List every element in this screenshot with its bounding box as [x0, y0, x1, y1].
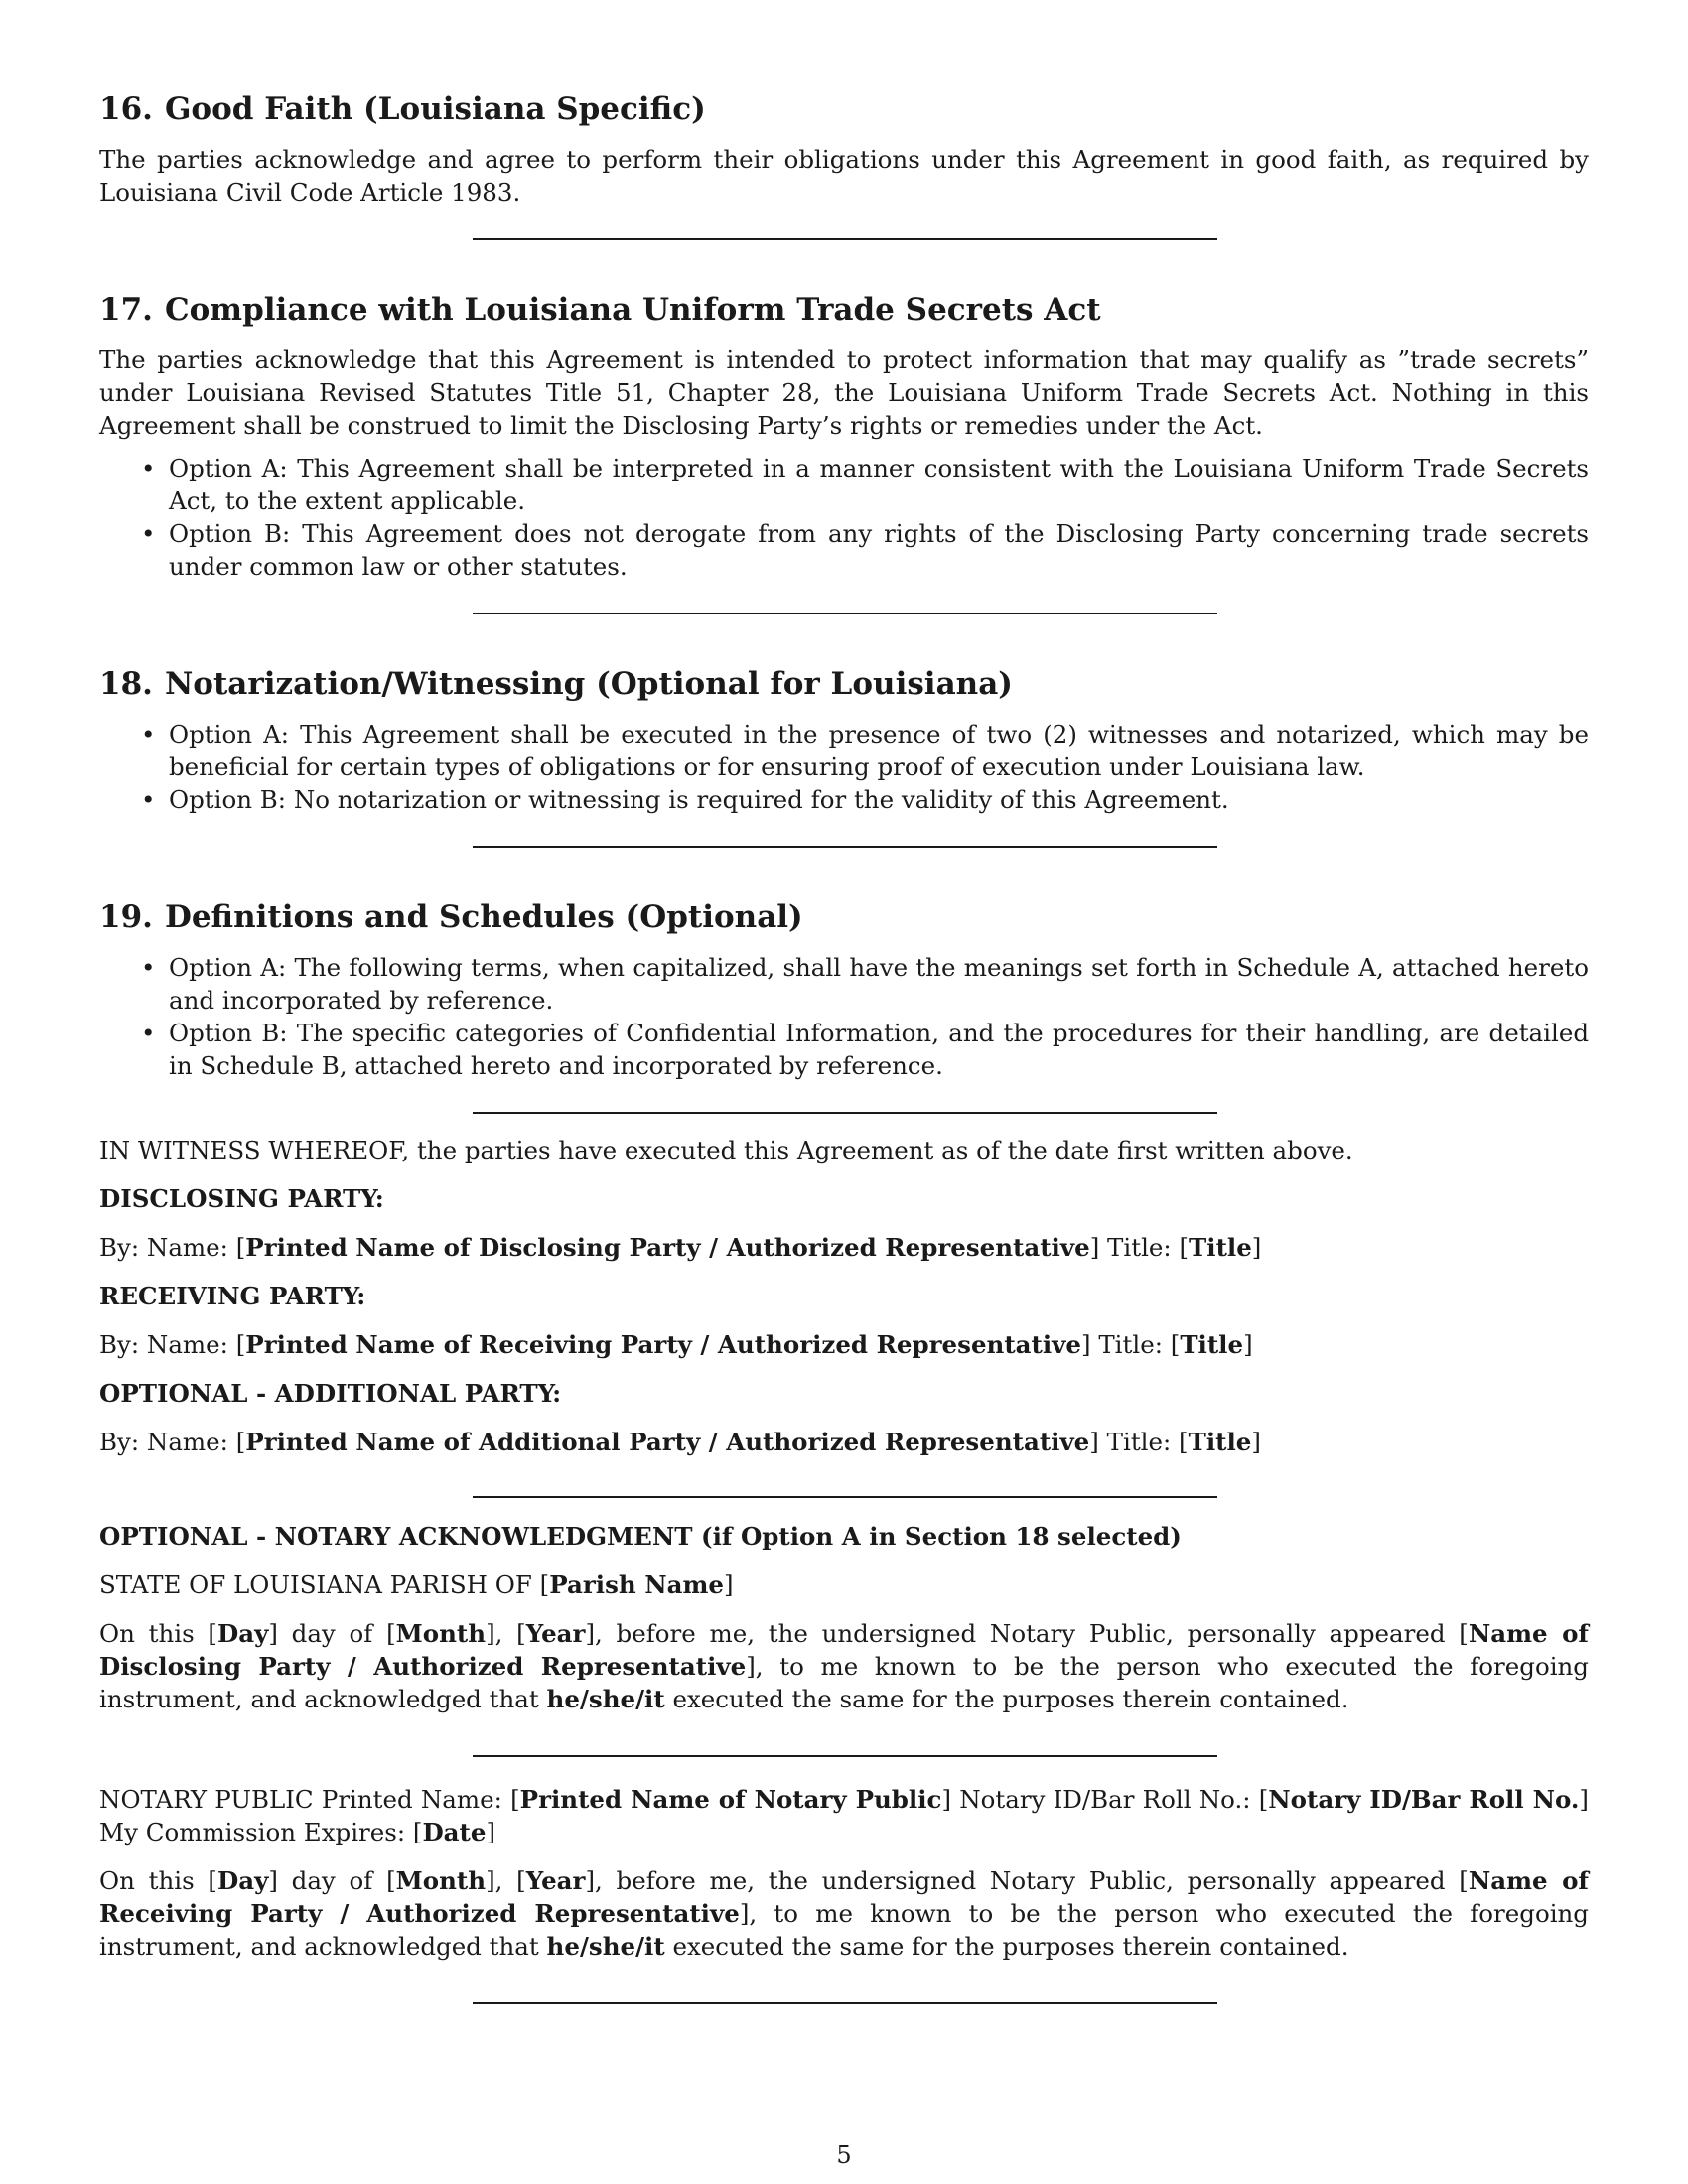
witness-intro: IN WITNESS WHEREOF, the parties have executed this Agreement as of the date first written above.	[99, 1136, 1353, 1164]
divider	[473, 1112, 1217, 1114]
option-a: • Option A: This Agreement shall be interpreted in a manner consistent with the Louisiana Uniform Trade Secrets Act, to the extent applicable.	[169, 452, 1589, 517]
receiving-party-heading: RECEIVING PARTY:	[99, 1282, 366, 1310]
divider	[473, 238, 1217, 240]
option-a: • Option A: The following terms, when capitalized, shall have the meanings set forth in Schedule A, attached hereto and incorporated by reference.	[169, 951, 1589, 1017]
receiving-name-placeholder: Printed Name of Receiving Party / Authorized Representative	[245, 1330, 1081, 1359]
disclosing-party-heading: DISCLOSING PARTY:	[99, 1184, 384, 1213]
section-17-options	[99, 452, 1589, 583]
title-placeholder: Title	[1188, 1428, 1252, 1456]
option-a: • Option A: This Agreement shall be executed in the presence of two (2) witnesses and notarized, which may be beneficial for certain types of obligations or for ensuring proof of execution under Louisiana law.	[169, 718, 1589, 783]
disclosing-signature-line: By: Name: [Printed Name of Disclosing Party / Authorized Representative] Title: [Title]	[99, 1233, 1262, 1262]
section-19-heading: 19. Definitions and Schedules (Optional)	[99, 899, 803, 935]
divider	[473, 1496, 1217, 1498]
page-number: 5	[836, 2141, 852, 2169]
divider	[473, 613, 1217, 614]
section-18-heading: 18. Notarization/Witnessing (Optional for Louisiana)	[99, 666, 1013, 702]
section-19-options	[99, 951, 1589, 1082]
disclosing-name-placeholder: Printed Name of Disclosing Party / Authorized Representative	[245, 1233, 1090, 1262]
option-b: • Option B: No notarization or witnessing is required for the validity of this Agreement.	[169, 783, 1589, 816]
section-16-body: The parties acknowledge and agree to perform their obligations under this Agreement in good faith, as required by Louisiana Civil Code Article 1983.	[99, 145, 1589, 206]
document-page	[99, 89, 1589, 2004]
divider	[473, 846, 1217, 848]
divider	[473, 1755, 1217, 1757]
divider	[473, 2002, 1217, 2004]
notary-state-line: STATE OF LOUISIANA PARISH OF [Parish Name]	[99, 1570, 734, 1599]
notary-heading: OPTIONAL - NOTARY ACKNOWLEDGMENT (if Option A in Section 18 selected)	[99, 1522, 1182, 1551]
additional-party-heading: OPTIONAL - ADDITIONAL PARTY:	[99, 1379, 562, 1408]
option-b: • Option B: The specific categories of Confidential Information, and the procedures for their handling, are detailed in Schedule B, attached hereto and incorporated by reference.	[169, 1017, 1589, 1082]
additional-signature-line: By: Name: [Printed Name of Additional Party / Authorized Representative] Title: [Title]	[99, 1428, 1261, 1456]
section-17-body: The parties acknowledge that this Agreement is intended to protect information that may qualify as ”trade secrets” under Louisiana Revised Statutes Title 51, Chapter 28, the Louisiana Uniform Trade Secrets Act. Nothing in this Agreement shall be construed to limit the Disclosing Party’s rights or remedies under the Act.	[99, 345, 1589, 440]
notary-ack-disclosing: On this [Day] day of [Month], [Year], before me, the undersigned Notary Public, personally appeared [Name of Disclosing Party / Authorized Representative], to me known to be the person who executed the foregoing instrument, and acknowledged that he/she/it executed the same for the purposes therein contained.	[99, 1619, 1589, 1713]
section-17-heading: 17. Compliance with Louisiana Uniform Trade Secrets Act	[99, 292, 1101, 328]
option-b: • Option B: This Agreement does not derogate from any rights of the Disclosing Party concerning trade secrets under common law or other statutes.	[169, 517, 1589, 583]
additional-name-placeholder: Printed Name of Additional Party / Authorized Representative	[245, 1428, 1090, 1456]
receiving-signature-line: By: Name: [Printed Name of Receiving Party / Authorized Representative] Title: [Title]	[99, 1330, 1253, 1359]
title-placeholder: Title	[1180, 1330, 1244, 1359]
title-placeholder: Title	[1189, 1233, 1252, 1262]
section-18-options	[99, 718, 1589, 816]
notary-public-line: NOTARY PUBLIC Printed Name: [Printed Name of Notary Public] Notary ID/Bar Roll No.: [Notary ID/Bar Roll No.] My Commission Expires: [Date]	[99, 1785, 1589, 1846]
notary-ack-receiving: On this [Day] day of [Month], [Year], before me, the undersigned Notary Public, personally appeared [Name of Receiving Party / Authorized Representative], to me known to be the person who executed the foregoing instrument, and acknowledged that he/she/it executed the same for the purposes therein contained.	[99, 1866, 1589, 1961]
parish-placeholder: Parish Name	[549, 1570, 724, 1599]
section-16-heading: 16. Good Faith (Louisiana Specific)	[99, 91, 706, 127]
